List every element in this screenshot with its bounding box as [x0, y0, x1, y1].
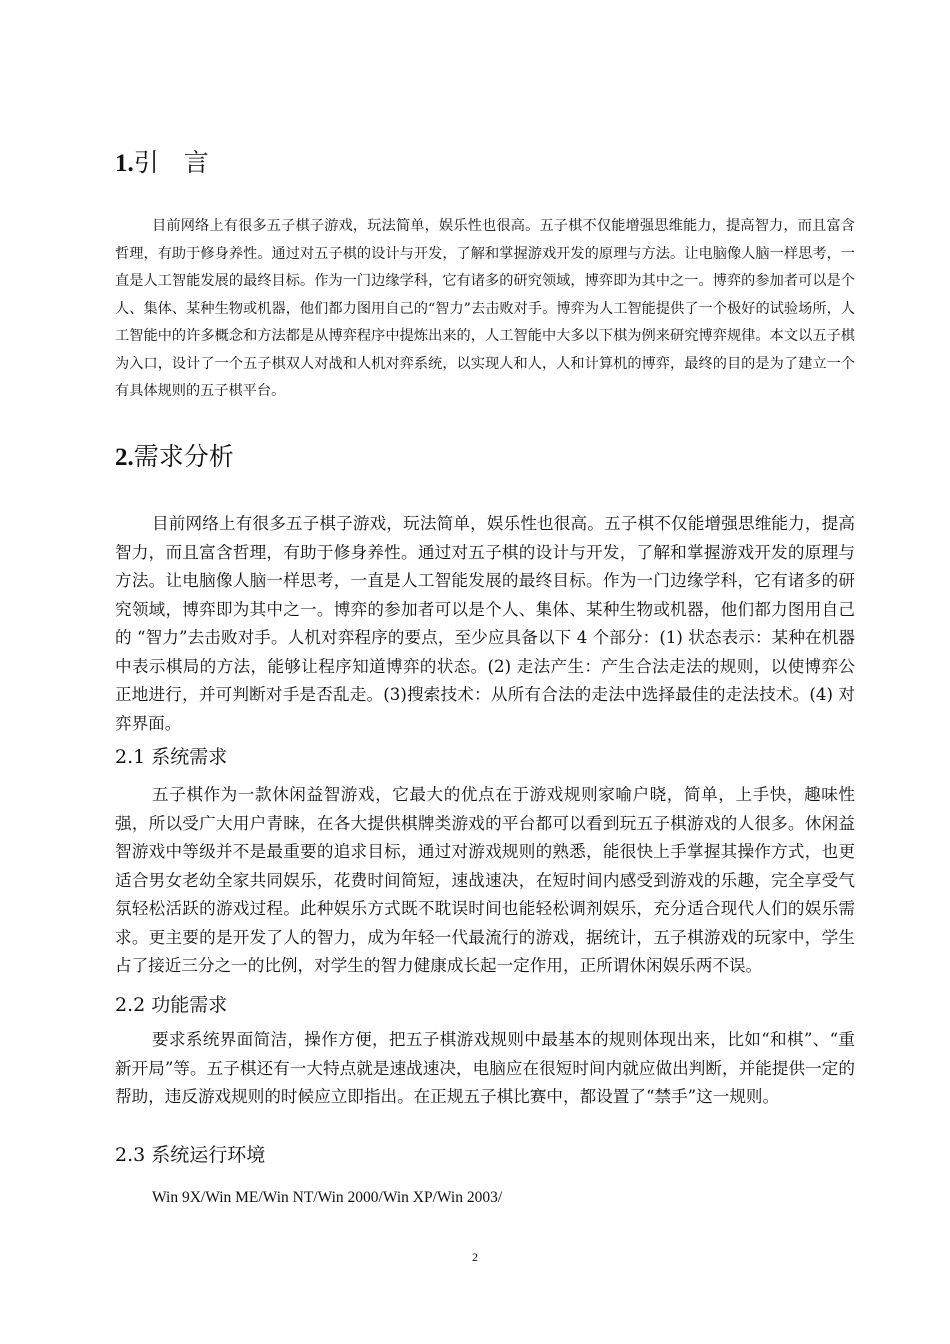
section-2-number: 2.	[115, 444, 134, 471]
section-1-paragraph: 目前网络上有很多五子棋子游戏，玩法简单，娱乐性也很高。五子棋不仅能增强思维能力，提高智力，而且富含哲理，有助于修身养性。通过对五子棋的设计与开发，了解和掌握游戏开发的原理与方法。让电脑像人脑一样思考，一直是人工智能发展的最终目标。作为一门边缘学科，它有诸多的研究领域，博弈即为其中之一。博弈的参加者可以是个人、集体、某种生物或机器，他们都力图用自己的“智力”去击败对手。博弈为人工智能提供了一个极好的试验场所，人工智能中的许多概念和方法都是从博弈程序中提炼出来的，人工智能中大多以下棋为例来研究博弈规律。本文以五子棋为入口，设计了一个五子棋双人对战和人机对弈系统，以实现人和人，人和计算机的博弈，最终的目的是为了建立一个有具体规则的五子棋平台。	[115, 218, 855, 399]
section-2-heading	[115, 437, 234, 473]
section-2-title: 需求分析	[133, 442, 234, 471]
section-2-1-heading: 2.1 系统需求	[115, 746, 228, 768]
section-2-1-paragraph: 五子棋作为一款休闲益智游戏，它最大的优点在于游戏规则家喻户晓，简单，上手快，趣味性强，所以受广大用户青睐，在各大提供棋牌类游戏的平台都可以看到玩五子棋游戏的人很多。休闲益智游戏中等级并不是最重要的追求目标，通过对游戏规则的熟悉，能很快上手掌握其操作方式，也更适合男女老幼全家共同娱乐，花费时间简短，速战速决，在短时间内感受到游戏的乐趣，完全享受气氛轻松活跃的游戏过程。此种娱乐方式既不耽误时间也能轻松调剂娱乐，充分适合现代人们的娱乐需求。更主要的是开发了人的智力，成为年轻一代最流行的游戏，据统计，五子棋游戏的玩家中，学生占了接近三分之一的比例，对学生的智力健康成长起一定作用，正所谓休闲娱乐两不误。	[115, 785, 855, 975]
environment-list: Win 9X/Win ME/Win NT/Win 2000/Win XP/Win 2003/	[152, 1189, 503, 1206]
section-2-2-heading: 2.2 功能需求	[115, 994, 228, 1016]
page-number: 2	[472, 1250, 478, 1264]
section-2-paragraph: 目前网络上有很多五子棋子游戏，玩法简单，娱乐性也很高。五子棋不仅能增强思维能力，提高智力，而且富含哲理，有助于修身养性。通过对五子棋的设计与开发，了解和掌握游戏开发的原理与方法。让电脑像人脑一样思考，一直是人工智能发展的最终目标。作为一门边缘学科，它有诸多的研究领域，博弈即为其中之一。博弈的参加者可以是个人、集体、某种生物或机器，他们都力图用自己的 “智力”去击败对手。人机对弈程序的要点，至少应具备以下 4 个部分：(1) 状态表示：某种在机器中表示棋局的方法，能够让程序知道博弈的状态。(2) 走法产生：产生合法走法的规则，以使博弈公正地进行，并可判断对手是否乱走。(3)搜索技术：从所有合法的走法中选择最佳的走法技术。(4) 对弈界面。	[115, 514, 855, 733]
section-2-2-paragraph: 要求系统界面简洁，操作方便，把五子棋游戏规则中最基本的规则体现出来，比如“和棋”、“重新开局”等。五子棋还有一大特点就是速战速决，电脑应在很短时间内就应做出判断，并能提供一定的帮助，违反游戏规则的时候应立即指出。在正规五子棋比赛中，都设置了“禁手”这一规则。	[115, 1030, 855, 1106]
section-1-number: 1.	[115, 150, 134, 177]
section-1-heading	[115, 143, 209, 179]
section-1-title: 引 言	[133, 148, 209, 177]
section-2-3-heading: 2.3 系统运行环境	[115, 1144, 266, 1166]
